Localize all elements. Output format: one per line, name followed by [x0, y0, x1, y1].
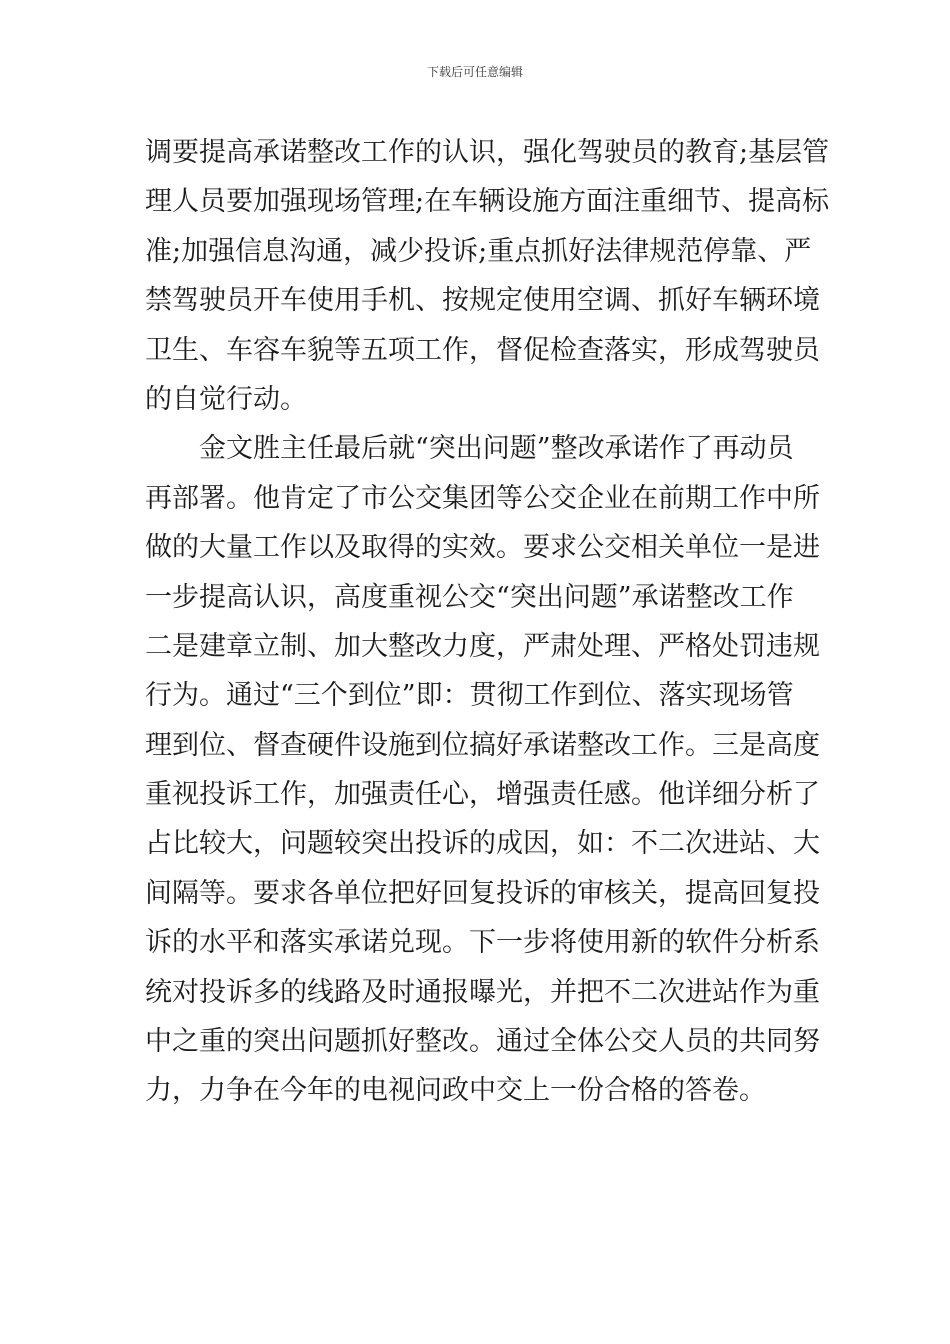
- text-line: 力，力争在今年的电视问政中交上一份合格的答卷。: [145, 1075, 766, 1107]
- text-line: 重视投诉工作，加强责任心，增强责任感。他详细分析了: [145, 779, 820, 811]
- text-line: 诉的水平和落实承诺兑现。下一步将使用新的软件分析系: [145, 927, 820, 959]
- document-body: [145, 128, 830, 1116]
- text-line: 金文胜主任最后就“突出问题”整改承诺作了再动员: [145, 433, 794, 465]
- text-line: 中之重的突出问题抓好整改。通过全体公交人员的共同努: [145, 1026, 820, 1058]
- text-line: 行为。通过“三个到位”即：贯彻工作到位、落实现场管: [145, 680, 794, 712]
- text-line: 卫生、车容车貌等五项工作，督促检查落实，形成驾驶员: [145, 334, 820, 366]
- text-line: 占比较大，问题较突出投诉的成因，如：不二次进站、大: [145, 828, 820, 860]
- text-line: 的自觉行动。: [145, 383, 307, 415]
- text-line: 再部署。他肯定了市公交集团等公交企业在前期工作中所: [145, 482, 820, 514]
- text-line: 禁驾驶员开车使用手机、按规定使用空调、抓好车辆环境: [145, 285, 820, 317]
- paragraph-1: [145, 128, 830, 424]
- text-line: 理人员要加强现场管理;在车辆设施方面注重细节、提高标: [145, 186, 830, 218]
- text-line: 一步提高认识，高度重视公交“突出问题”承诺整改工作: [145, 581, 794, 613]
- text-line: 做的大量工作以及取得的实效。要求公交相关单位一是进: [145, 532, 820, 564]
- text-line: 准;加强信息沟通，减少投诉;重点抓好法律规范停靠、严: [145, 235, 812, 267]
- text-line: 调要提高承诺整改工作的认识，强化驾驶员的教育;基层管: [145, 137, 830, 168]
- text-line: 统对投诉多的线路及时通报曝光，并把不二次进站作为重: [145, 976, 820, 1008]
- paragraph-2: [145, 424, 820, 1115]
- text-line: 间隔等。要求各单位把好回复投诉的审核关，提高回复投: [145, 877, 820, 909]
- page-header: 下载后可任意编辑: [426, 65, 523, 79]
- text-line: 理到位、督查硬件设施到位搞好承诺整改工作。三是高度: [145, 729, 820, 761]
- text-line: 二是建章立制、加大整改力度，严肃处理、严格处罚违规: [145, 630, 820, 662]
